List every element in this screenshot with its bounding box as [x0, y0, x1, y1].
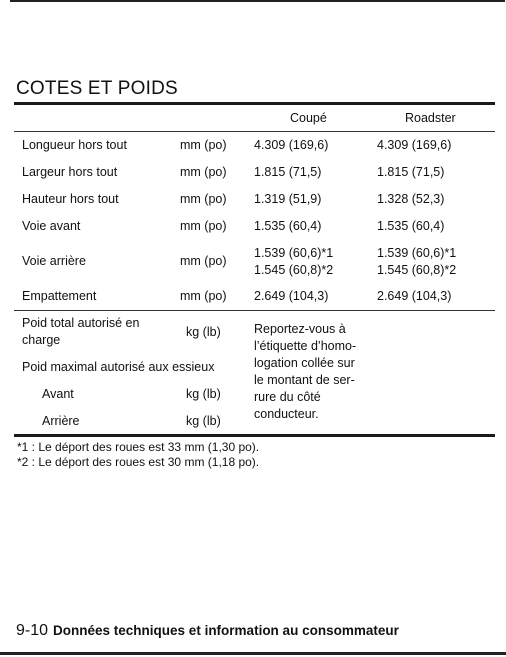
row-unit-width: mm (po): [180, 165, 227, 179]
row-coupe-length: 4.309 (169,6): [254, 138, 329, 152]
row-roadster-front-track: 1.535 (60,4): [377, 219, 445, 233]
row-roadster-length: 4.309 (169,6): [377, 138, 452, 152]
row-coupe-width: 1.815 (71,5): [254, 165, 322, 179]
rear-axle-label: Arrière: [42, 414, 80, 428]
header-coupe: Coupé: [290, 111, 327, 125]
weight-section-rule: [14, 310, 495, 311]
rear-axle-unit: kg (lb): [186, 414, 221, 428]
gross-weight-label-1: Poid total autorisé en: [22, 316, 140, 330]
row-coupe-rear-track-1: 1.539 (60,6)*1: [254, 246, 334, 260]
row-roadster-rear-track-2: 1.545 (60,8)*2: [377, 263, 457, 277]
note-line: rure du côté: [254, 390, 321, 404]
page-footer: [16, 622, 399, 640]
note-line: le montant de ser-: [254, 373, 355, 387]
footer-section-name: Données techniques et information au consommateur: [53, 623, 399, 638]
row-label-height: Hauteur hors tout: [22, 192, 119, 206]
row-coupe-wheelbase: 2.649 (104,3): [254, 289, 329, 303]
section-title: COTES ET POIDS: [16, 78, 178, 99]
front-axle-label: Avant: [42, 387, 74, 401]
row-roadster-width: 1.815 (71,5): [377, 165, 445, 179]
footnote-2: *2 : Le déport des roues est 30 mm (1,18 po).: [17, 455, 260, 469]
row-roadster-wheelbase: 2.649 (104,3): [377, 289, 452, 303]
table-bottom-rule: [14, 434, 495, 437]
gross-weight-unit: kg (lb): [186, 325, 221, 339]
page-number: 9-10: [16, 622, 49, 639]
note-line: conducteur.: [254, 407, 319, 421]
header-roadster: Roadster: [405, 111, 456, 125]
row-roadster-rear-track-1: 1.539 (60,6)*1: [377, 246, 457, 260]
row-unit-wheelbase: mm (po): [180, 289, 227, 303]
row-label-width: Largeur hors tout: [22, 165, 118, 179]
table-top-rule: [14, 102, 495, 105]
row-label-wheelbase: Empattement: [22, 289, 97, 303]
row-roadster-height: 1.328 (52,3): [377, 192, 445, 206]
row-unit-height: mm (po): [180, 192, 227, 206]
row-label-length: Longueur hors tout: [22, 138, 127, 152]
row-label-rear-track: Voie arrière: [22, 254, 86, 268]
note-line: l’étiquette d’homo-: [254, 339, 357, 353]
homologation-note: [254, 321, 374, 423]
row-label-front-track: Voie avant: [22, 219, 81, 233]
header-rule: [14, 131, 495, 132]
front-axle-unit: kg (lb): [186, 387, 221, 401]
row-coupe-front-track: 1.535 (60,4): [254, 219, 322, 233]
footnote-1: *1 : Le déport des roues est 33 mm (1,30 po).: [17, 440, 260, 454]
row-coupe-height: 1.319 (51,9): [254, 192, 322, 206]
note-line: logation collée sur: [254, 356, 355, 370]
gross-weight-label-2: charge: [22, 333, 61, 347]
note-line: Reportez-vous à: [254, 322, 346, 336]
row-coupe-rear-track-2: 1.545 (60,8)*2: [254, 263, 334, 277]
bottom-border: [0, 652, 506, 655]
row-unit-length: mm (po): [180, 138, 227, 152]
top-border: [10, 0, 505, 2]
axle-weight-label: Poid maximal autorisé aux essieux: [22, 360, 215, 374]
row-unit-front-track: mm (po): [180, 219, 227, 233]
row-unit-rear-track: mm (po): [180, 254, 227, 268]
